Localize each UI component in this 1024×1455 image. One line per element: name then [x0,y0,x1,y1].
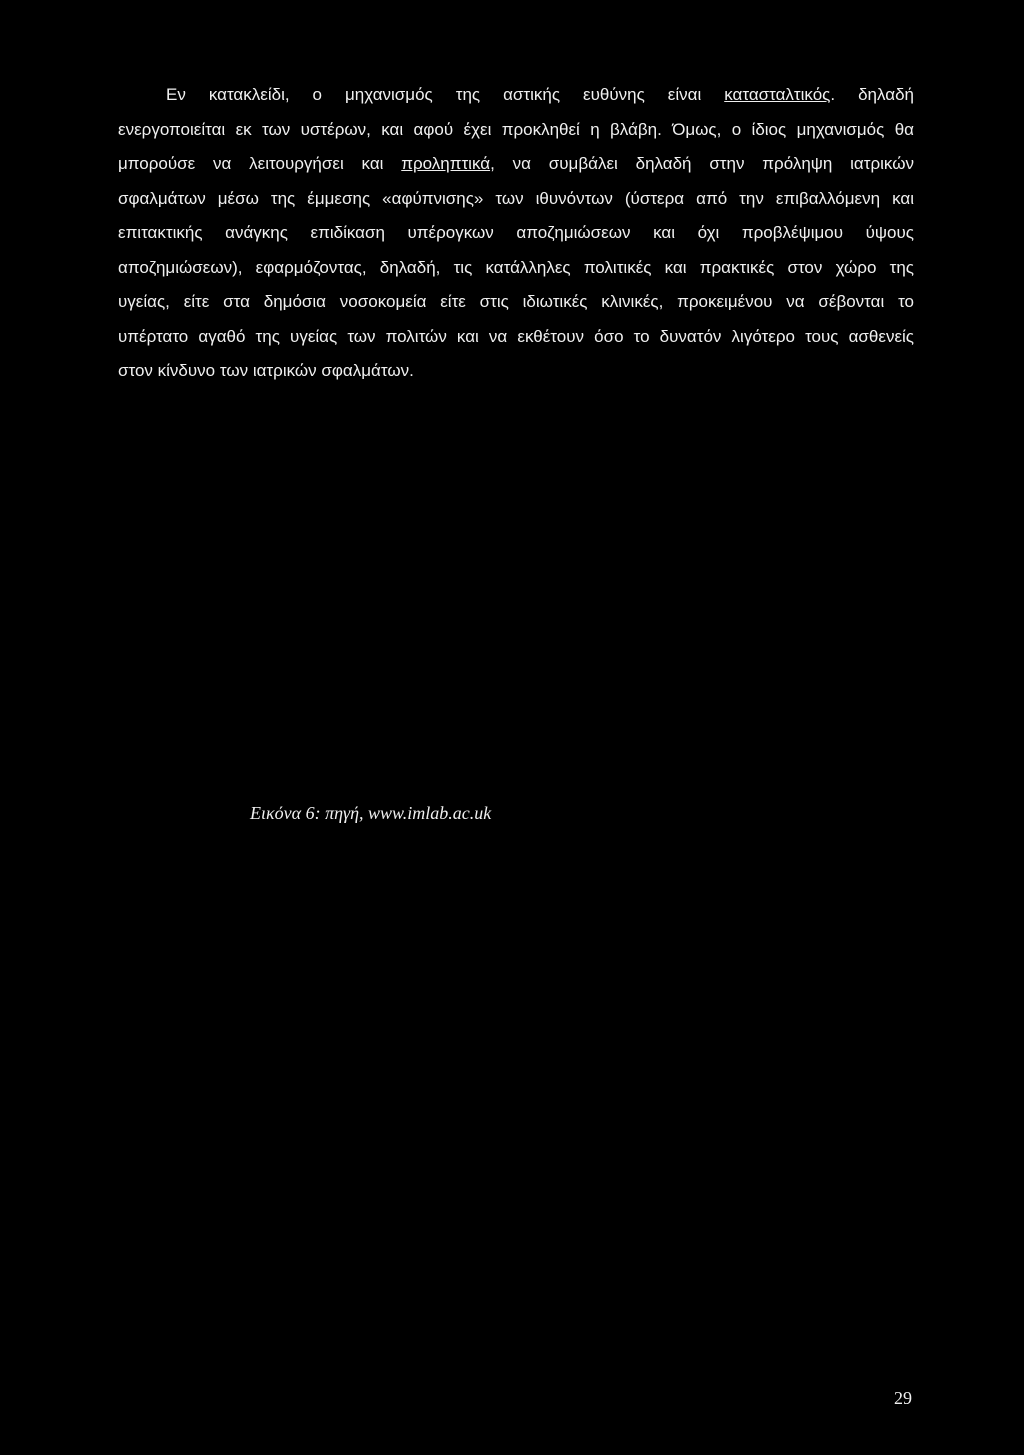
text-segment: . δηλαδή [830,85,914,104]
paragraph-line [118,147,914,182]
body-paragraph [118,78,914,389]
paragraph-line: ενεργοποιείται εκ των υστέρων, και αφού έχει προκληθεί η βλάβη. Όμως, ο ίδιος μηχανισμός θα [118,119,914,139]
text-segment: μπορούσε να λειτουργήσει και [118,154,402,173]
paragraph-line: αποζημιώσεων), εφαρμόζοντας, δηλαδή, τις κατάλληλες πολιτικές και πρακτικές στον χώρο της [118,257,914,277]
underlined-term: κατασταλτικός [724,85,831,104]
paragraph-line: στον κίνδυνο των ιατρικών σφαλμάτων. [118,361,414,380]
paragraph-line: υγείας, είτε στα δημόσια νοσοκομεία είτε στις ιδιωτικές κλινικές, προκειμένου να σέβονται το [118,292,914,311]
paragraph-line: υπέρτατο αγαθό της υγείας των πολιτών και να εκθέτουν όσο το δυνατόν λιγότερο τους ασθενείς [118,326,914,346]
page-number: 29 [894,1388,912,1408]
text-segment: , να συμβάλει δηλαδή στην πρόληψη ιατρικών [490,154,914,173]
figure-caption: Εικόνα 6: πηγή, www.imlab.ac.uk [250,803,492,823]
paragraph-line: επιτακτικής ανάγκης επιδίκαση υπέρογκων αποζημιώσεων και όχι προβλέψιμου ύψους [118,223,914,242]
underlined-term: προληπτικά [401,154,491,173]
paragraph-line [118,78,914,113]
paragraph-line: σφαλμάτων μέσω της έμμεσης «αφύπνισης» των ιθυνόντων (ύστερα από την επιβαλλόμενη και [118,188,914,208]
text-segment: Εν κατακλείδι, ο μηχανισμός της αστικής ευθύνης είναι [166,85,725,104]
